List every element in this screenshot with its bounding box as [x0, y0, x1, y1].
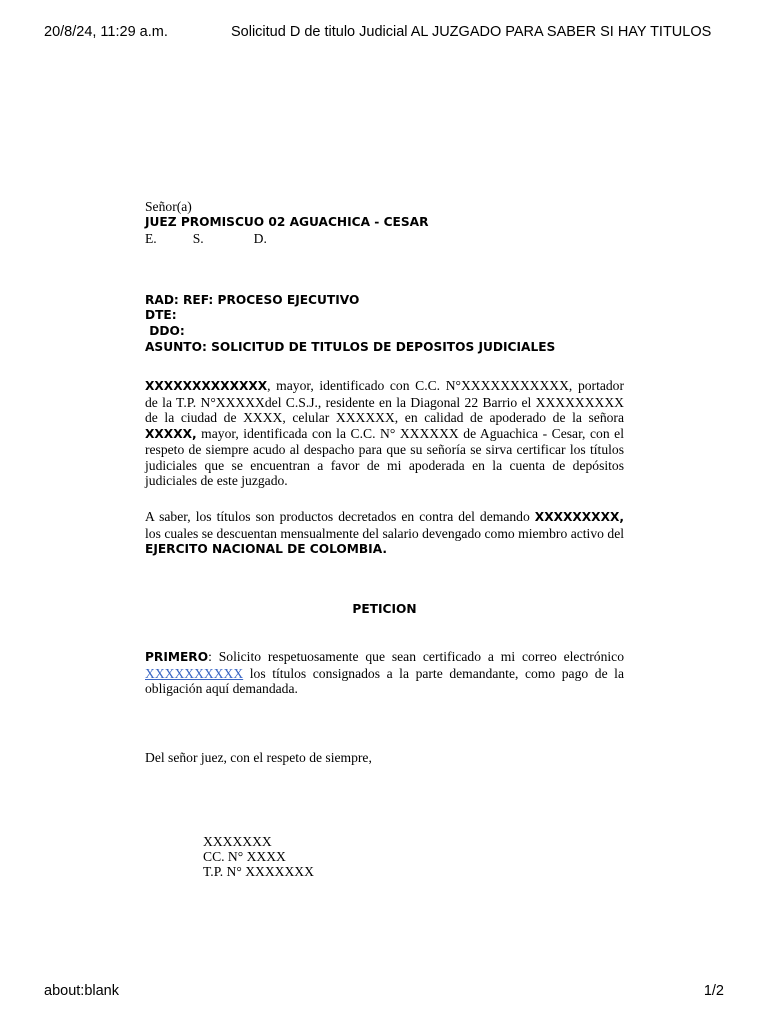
salutation: Señor(a) — [145, 199, 192, 214]
email-link[interactable]: XXXXXXXXXX — [145, 665, 244, 681]
primero-label: PRIMERO — [145, 650, 209, 664]
page-number: 1/2 — [703, 983, 724, 999]
signature-cc: CC. N° XXXX — [203, 849, 286, 864]
print-datetime: 20/8/24, 11:29 a.m. — [44, 24, 168, 40]
paragraph-intro: XXXXXXXXXXXXX, mayor, identificado con C.C. N°XXXXXXXXXXX, portador de la T.P. N°XXXXXdel C.S.J., residente en la Diagonal 22 Barrio el XXXXXXXXX de la ciudad de XXXX, celular XXXXXX, en calidad de apoderado de la señora XXXXX, mayor, identificada con la C.C. N° XXXXXX de Aguachica - Cesar, con el respeto de siempre acudo al despacho para que su señoría se sirva certificar los títulos judiciales que se encuentran a favor de mi apoderada en la cuenta de depósitos judiciales de este juzgado. — [145, 378, 624, 488]
lawyer-name: XXXXXXXXXXXXX — [145, 379, 268, 393]
esd-e: E. — [145, 231, 157, 246]
paragraph-titles: A saber, los títulos son productos decretados en contra del demando XXXXXXXXX, los cuales se descuentan mensualmente del salario devengado como miembro activo del EJERCITO NACIONAL DE COLOMBIA. — [145, 509, 624, 556]
asunto-line: ASUNTO: SOLICITUD DE TITULOS DE DEPOSITOS JUDICIALES — [145, 340, 556, 354]
signature-tp: T.P. N° XXXXXXX — [203, 864, 314, 879]
client-name: XXXXX, — [145, 426, 197, 441]
paragraph-primero: PRIMERO: Solicito respetuosamente que sean certificado a mi correo electrónico XXXXXXXXXX los títulos consignados a la parte demandante, como pago de la obligación aquí demandada. — [145, 649, 624, 696]
addressee: JUEZ PROMISCUO 02 AGUACHICA - CESAR — [145, 215, 429, 229]
closing: Del señor juez, con el respeto de siempre, — [145, 750, 372, 765]
ddo-line: DDO: — [145, 324, 185, 338]
defendant-name: XXXXXXXXX, — [534, 510, 624, 524]
esd-s: S. — [192, 231, 204, 246]
print-header — [44, 24, 724, 44]
peticion-heading: PETICION — [352, 602, 417, 616]
signature-name: XXXXXXX — [203, 834, 272, 849]
print-url: about:blank — [44, 983, 119, 999]
rad-line: RAD: REF: PROCESO EJECUTIVO — [145, 293, 360, 307]
print-footer — [44, 983, 724, 1003]
dte-line: DTE: — [145, 308, 177, 322]
army-name: EJERCITO NACIONAL DE COLOMBIA. — [145, 542, 388, 556]
esd-d: D. — [253, 231, 267, 246]
esd-line — [145, 231, 267, 247]
print-document-title: Solicitud D de titulo Judicial AL JUZGADO PARA SABER SI HAY TITULOS — [231, 24, 712, 40]
